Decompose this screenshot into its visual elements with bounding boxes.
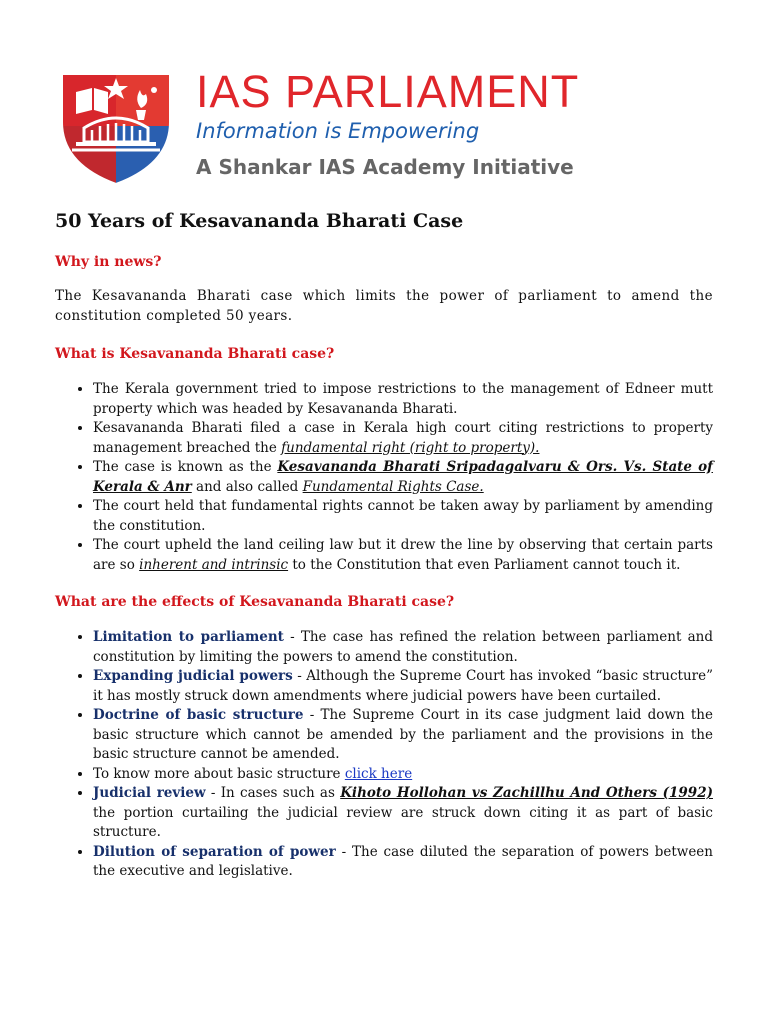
- keyword-judicial-review: Judicial review: [93, 785, 206, 801]
- section-heading-effects: What are the effects of Kesavananda Bharati case?: [55, 594, 455, 610]
- fundamental-rights-case-emphasis: Fundamental Rights Case.: [302, 478, 484, 495]
- brand-title: IAS PARLIAMENT: [196, 66, 580, 117]
- fundamental-right-emphasis: fundamental right (right to property).: [281, 439, 540, 456]
- brand-tagline: Information is Empowering: [196, 119, 480, 143]
- article-title: 50 Years of Kesavananda Bharati Case: [55, 210, 464, 232]
- effects-list: [55, 628, 713, 882]
- list-item: • To know more about basic structure click here: [93, 765, 713, 785]
- inherent-intrinsic-emphasis: inherent and intrinsic: [139, 556, 289, 573]
- keyword-judicial-powers: Expanding judicial powers: [93, 668, 293, 684]
- brand-subtitle: A Shankar IAS Academy Initiative: [196, 155, 574, 179]
- kihoto-case-emphasis: Kihoto Hollohan vs Zachillhu And Others (1992): [340, 785, 713, 801]
- list-item: • Doctrine of basic structure - The Supreme Court in its case judgment laid down the basic structure which cannot be amended by the parliament and the provisions in the basic structure cannot be amended.: [93, 706, 713, 765]
- section-heading-why: Why in news?: [55, 254, 162, 270]
- keyword-separation-of-power: Dilution of separation of power: [93, 843, 336, 860]
- article-content: [55, 208, 713, 882]
- site-header: [58, 64, 718, 186]
- list-item: • The case is known as the Kesavananda Bharati Sripadagalvaru & Ors. Vs. State of Kerala & Anr and also called Fundamental Rights Case.: [93, 458, 713, 497]
- what-list: [55, 380, 713, 575]
- list-item: • Limitation to parliament - The case has refined the relation between parliament and constitution by limiting the powers to amend the constitution.: [93, 628, 713, 667]
- keyword-basic-structure: Doctrine of basic structure: [93, 707, 304, 723]
- list-item: • The court held that fundamental rights cannot be taken away by parliament by amending the constitution.: [93, 497, 713, 536]
- list-item: • The court upheld the land ceiling law but it drew the line by observing that certain parts are so inherent and intrinsic to the Constitution that even Parliament cannot touch it.: [93, 536, 713, 575]
- brand-block: [196, 68, 579, 180]
- ias-parliament-logo-icon: [58, 64, 174, 186]
- list-item: • Judicial review - In cases such as Kihoto Hollohan vs Zachillhu And Others (1992) the portion curtailing the judicial review are struck down citing it as part of basic structure.: [93, 784, 713, 843]
- list-item: • Expanding judicial powers - Although the Supreme Court has invoked “basic structure” it has mostly struck down amendments where judicial powers have been curtailed.: [93, 667, 713, 706]
- case-name-emphasis: Kesavananda Bharati Sripadagalvaru & Ors. Vs. State of Kerala & Anr: [93, 459, 713, 495]
- why-paragraph: The Kesavananda Bharati case which limits the power of parliament to amend the constitution completed 50 years.: [55, 288, 713, 324]
- list-item: • Kesavananda Bharati filed a case in Kerala high court citing restrictions to property management breached the fundamental right (right to property).: [93, 419, 713, 458]
- list-item: • Dilution of separation of power - The case diluted the separation of powers between the executive and legislative.: [93, 843, 713, 882]
- click-here-link[interactable]: click here: [344, 765, 413, 782]
- section-heading-what: What is Kesavananda Bharati case?: [55, 346, 335, 362]
- list-item: • The Kerala government tried to impose restrictions to the management of Edneer mutt property which was headed by Kesavananda Bharati.: [93, 380, 713, 419]
- keyword-limitation: Limitation to parliament: [93, 629, 284, 645]
